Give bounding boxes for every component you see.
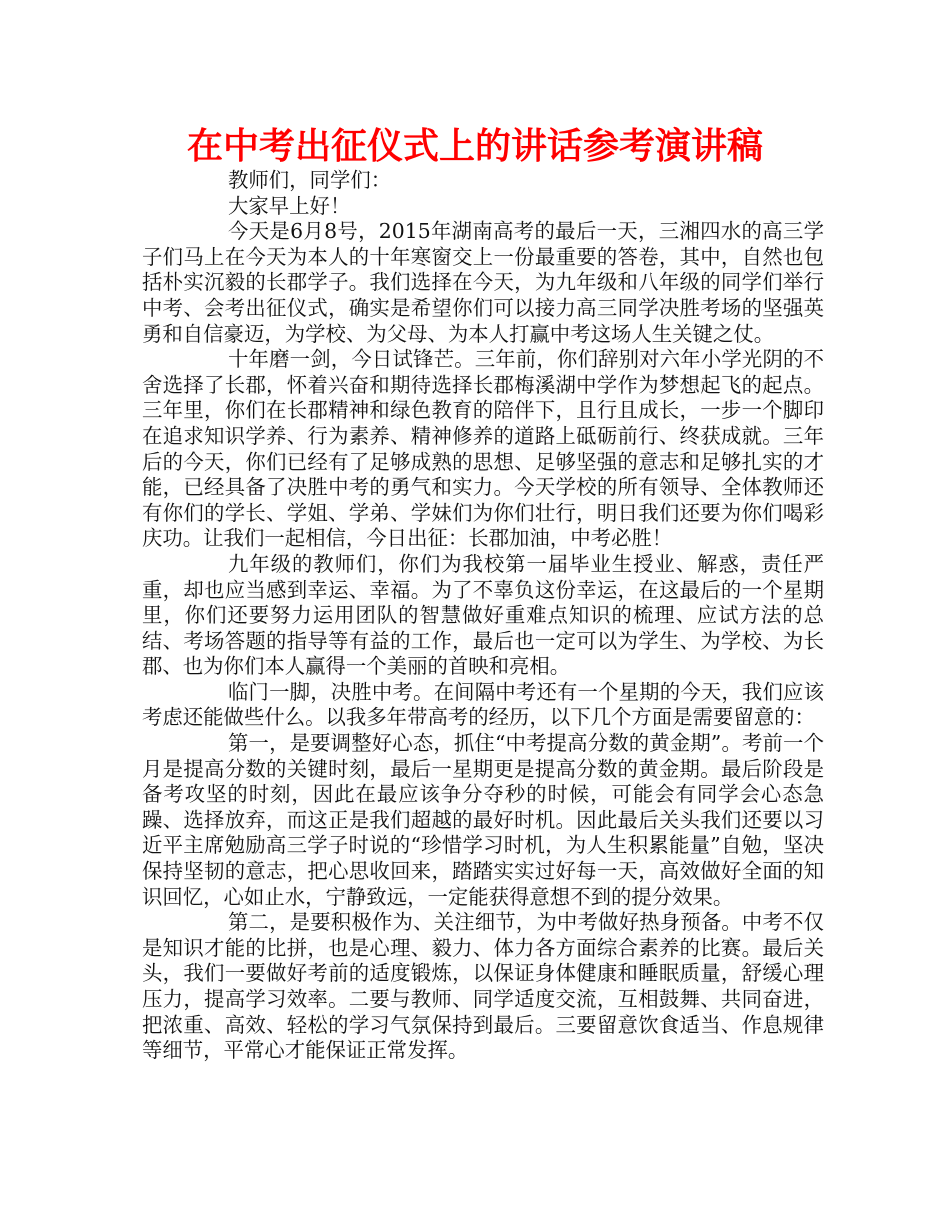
body-paragraph: 九年级的教师们，你们为我校第一届毕业生授业、解惑，责任严重，却也应当感到幸运、幸福。为了不辜负这份幸运，在这最后的一个星期里，你们还要努力运用团队的智慧做好重难点知识的梳理、应试方法的总结、考场答题的指导等有益的工作，最后也一定可以为学生、为学校、为长郡、也为你们本人赢得一个美丽的首映和亮相。 <box>142 551 824 679</box>
document-body <box>142 168 824 1064</box>
greeting-paragraph: 大家早上好！ <box>228 193 351 218</box>
body-paragraph: 十年磨一剑，今日试锋芒。三年前，你们辞别对六年小学光阴的不舍选择了长郡，怀着兴奋和期待选择长郡梅溪湖中学作为梦想起飞的起点。三年里，你们在长郡精神和绿色教育的陪伴下，且行且成长，一步一个脚印在追求知识学养、行为素养、精神修养的道路上砥砺前行、终获成就。三年后的今天，你们已经有了足够成熟的思想、足够坚强的意志和足够扎实的才能，已经具备了决胜中考的勇气和实力。今天学校的所有领导、全体教师还有你们的学长、学姐、学弟、学妹们为你们壮行，明日我们还要为你们喝彩庆功。让我们一起相信，今日出征：长郡加油，中考必胜！ <box>142 347 824 551</box>
body-paragraph: 今天是6月8号，2015年湖南高考的最后一天，三湘四水的高三学子们马上在今天为本人的十年寒窗交上一份最重要的答卷，其中，自然也包括朴实沉毅的长郡学子。我们选择在今天，为九年级和八年级的同学们举行中考、会考出征仪式，确实是希望你们可以接力高三同学决胜考场的坚强英勇和自信豪迈，为学校、为父母、为本人打赢中考这场人生关键之仗。 <box>142 219 824 346</box>
document-title: 在中考出征仪式上的讲话参考演讲稿 <box>186 125 763 167</box>
body-paragraph: 临门一脚，决胜中考。在间隔中考还有一个星期的今天，我们应该考虑还能做些什么。以我多年带高考的经历，以下几个方面是需要留意的： <box>142 679 824 730</box>
salutation-paragraph: 教师们，同学们： <box>228 168 392 192</box>
body-paragraph: 第一，是要调整好心态，抓住“中考提高分数的黄金期”。考前一个月是提高分数的关键时刻，最后一星期更是提高分数的黄金期。最后阶段是备考攻坚的时刻，因此在最应该争分夺秒的时候，可能会有同学会心态急躁、选择放弃，而这正是我们超越的最好时机。因此最后关头我们还要以习近平主席勉励高三学子时说的“珍惜学习时机，为人生积累能量”自勉，坚决保持坚韧的意志，把心思收回来，踏踏实实过好每一天，高效做好全面的知识回忆，心如止水，宁静致远，一定能获得意想不到的提分效果。 <box>142 731 824 909</box>
body-paragraph: 第二，是要积极作为、关注细节，为中考做好热身预备。中考不仅是知识才能的比拼，也是心理、毅力、体力各方面综合素养的比赛。最后关头，我们一要做好考前的适度锻炼，以保证身体健康和睡眠质量，舒缓心理压力，提高学习效率。二要与教师、同学适度交流，互相鼓舞、共同奋进，把浓重、高效、轻松的学习气氛保持到最后。三要留意饮食适当、作息规律等细节，平常心才能保证正常发挥。 <box>142 910 824 1063</box>
